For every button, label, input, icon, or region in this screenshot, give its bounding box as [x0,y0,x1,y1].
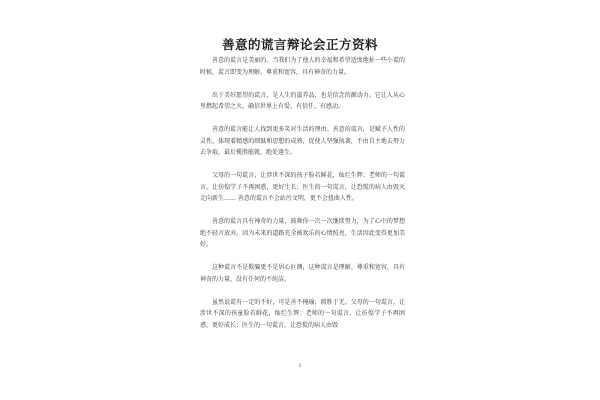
page-number: 1 [298,364,302,369]
paragraph-6: 这种谎言不是欺骗更不是居心叵测，这种谎言是理解、尊重和宽容，具有神奇的力量，没有任何的不纯洁。 [200,264,405,283]
paragraph-2: 出于美好愿望的谎言，是人生的滋养品，也是信念的源动力。它让人从心里燃起希望之火，确信世界上有爱、有信任、有感动。 [200,91,405,110]
document-title: 善意的谎言辩论会正方资料 [221,37,378,52]
paragraph-7: 虽然说谎有一定的不好，可是善不掩瑜，瑕胜于无。父母的一句谎言，让涉世不深的孩童脸若鲜花，灿烂生辉；老师的一句谎言，让彷徨学子不再困惑，更好成长；医生的一句谎言，让恐慌的病人由毁 [200,298,405,329]
paragraph-4: 父母的一句谎言，让涉世不深的孩子脸若鲜花，灿烂生辉；老师的一句谎言，让彷徨学子不再困惑，更好生长；医生的一句谎言，让恐慌的病人由毁灭走向新生…… 善意的谎言不会站污文明，更不会扭曲人性。 [200,172,405,202]
document-body [200,55,405,343]
paragraph-3: 善意的谎言能让人找到更多笑对生活的理由。善意的谎言，是赋予人性的灵性。体现着精感的细腻和思想的成熟，促使人坚强执著，不由自主地去努力去争取，最后揽胜能就，绝处逢生。 [200,126,405,156]
paragraph-1: 善意的谎言是美丽的。当我们为了他人的幸福和希望适度地扯一些小谎的时候，谎言即变为理解、尊重和宽容，具有神奇的力量。 [200,57,405,76]
paragraph-5: 善意的谎言具有神奇的力量，鼓舞你一次一次继续努力，为了心中的梦想绝不轻言放弃。因为未来的道路充全被欢乐的心情照亮，生活因此变得更加美好。 [200,218,405,248]
